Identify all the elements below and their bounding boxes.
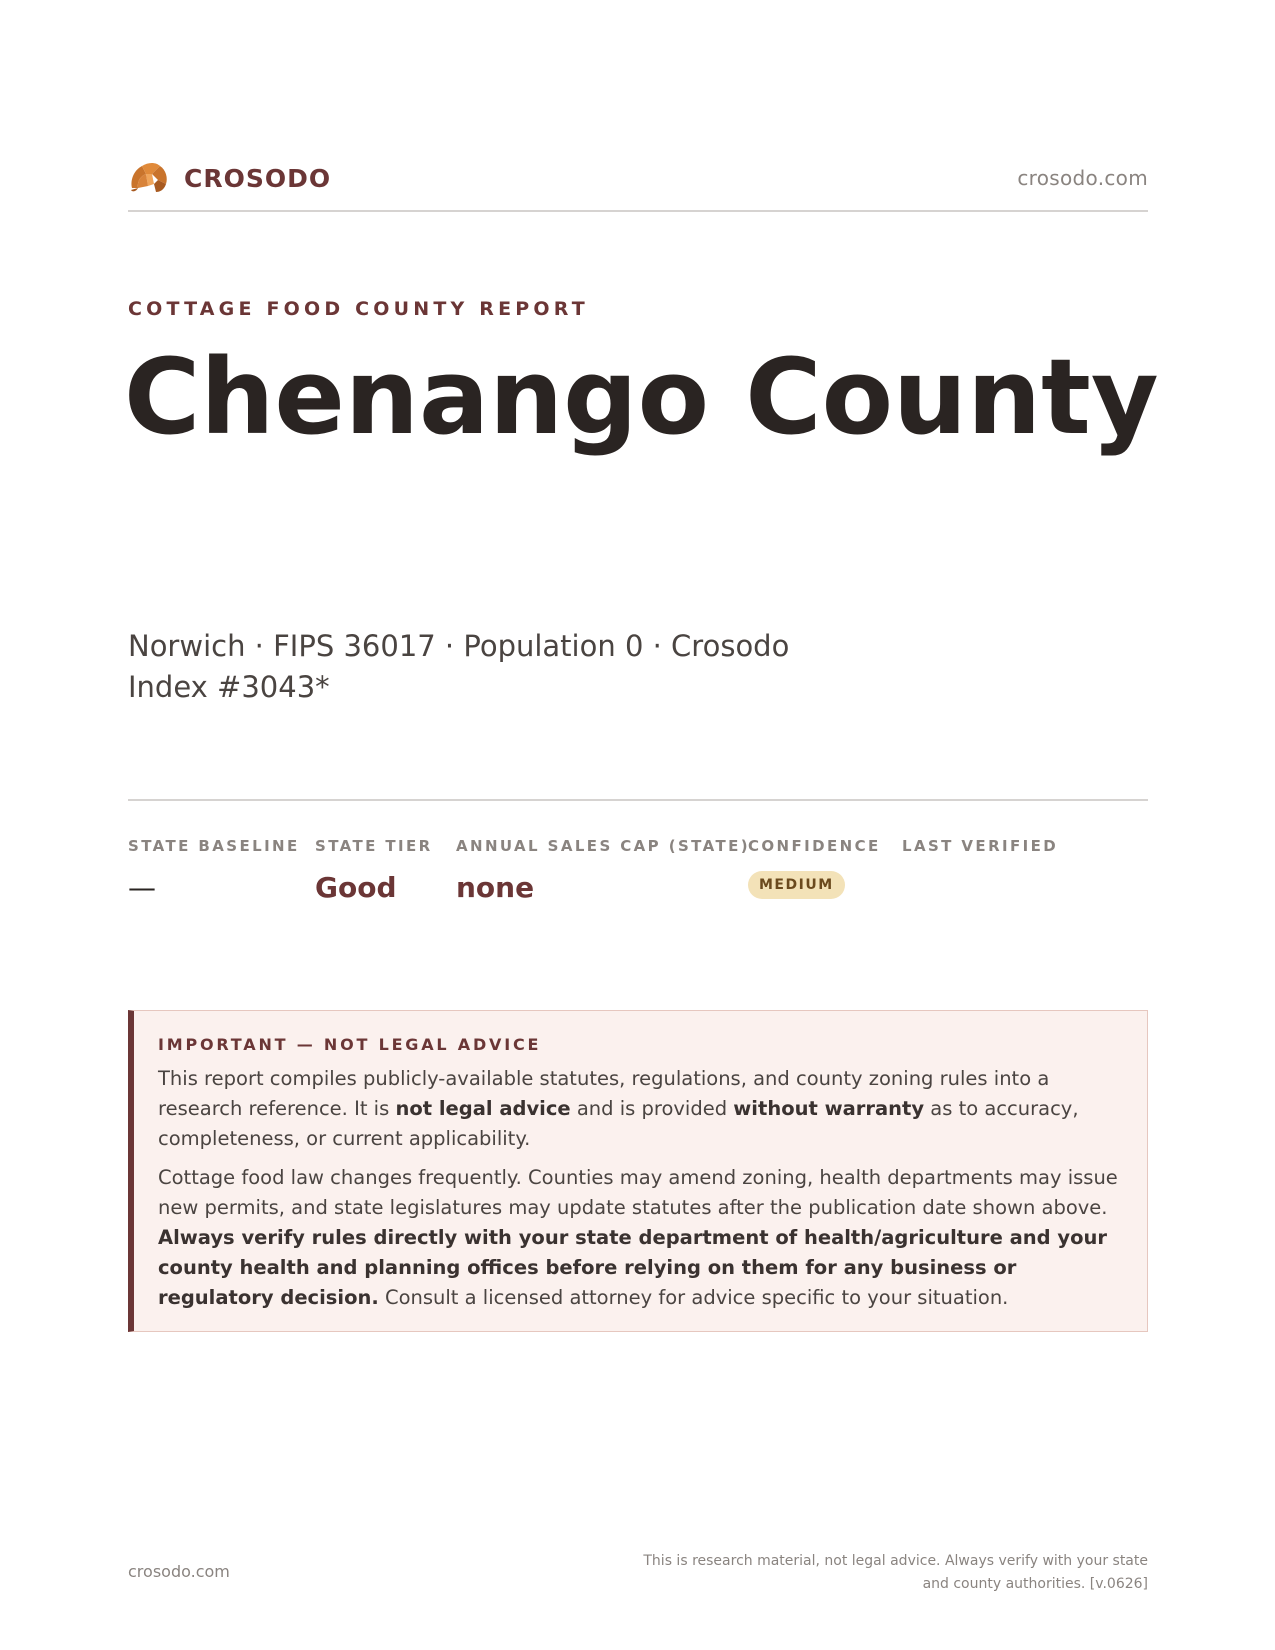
page-header: [128, 158, 1148, 212]
legal-notice: [128, 1010, 1148, 1332]
stat-annual-sales-cap: [456, 837, 750, 904]
notice-emphasis: not legal advice: [395, 1097, 571, 1120]
stat-label: STATE TIER: [315, 837, 433, 855]
footer-disclaimer: This is research material, not legal advice. Always verify with your state and county authorities. [v.0626]: [643, 1553, 1148, 1592]
notice-title: IMPORTANT — NOT LEGAL ADVICE: [158, 1035, 542, 1054]
report-eyebrow: COTTAGE FOOD COUNTY REPORT: [128, 298, 589, 320]
stat-value: none: [456, 871, 535, 904]
notice-text: Consult a licensed attorney for advice specific to your situation.: [378, 1286, 1009, 1309]
notice-paragraph: [158, 1064, 1121, 1154]
stat-last-verified: [902, 837, 1058, 871]
brand-name: CROSODO: [184, 163, 332, 193]
stat-state-baseline: [128, 837, 300, 904]
footer-site-link[interactable]: crosodo.com: [128, 1562, 230, 1581]
croissant-icon: [128, 160, 170, 196]
confidence-badge: MEDIUM: [748, 871, 845, 899]
report-page: [124, 0, 1159, 1650]
notice-emphasis: without warranty: [733, 1097, 925, 1120]
stat-value: Good: [315, 871, 397, 904]
header-site-link[interactable]: crosodo.com: [1017, 166, 1148, 190]
stats-row: [128, 799, 1148, 921]
notice-text: and is provided: [570, 1097, 734, 1120]
brand-logo[interactable]: [128, 160, 331, 196]
notice-text: as to accuracy, completeness, or current applicability.: [158, 1097, 1079, 1150]
notice-paragraph: [158, 1163, 1121, 1313]
stat-state-tier: [315, 837, 433, 904]
notice-text: Cottage food law changes frequently. Counties may amend zoning, health departments may issue new permits, and state legislatures may update statutes after the publication date shown above.: [158, 1166, 1118, 1219]
county-subtitle: Norwich · FIPS 36017 · Population 0 · Crosodo Index #3043*: [128, 629, 790, 704]
stat-label: ANNUAL SALES CAP (STATE): [456, 837, 751, 855]
notice-text: This report compiles publicly-available statutes, regulations, and county zoning rules into a research reference. It is: [158, 1067, 1050, 1120]
county-title: Chenango County: [124, 336, 1159, 458]
stat-label: CONFIDENCE: [748, 837, 881, 855]
stat-confidence: [748, 837, 881, 899]
stat-label: STATE BASELINE: [128, 837, 300, 855]
stat-value: —: [128, 871, 156, 904]
notice-emphasis: Always verify rules directly with your state department of health/agriculture and your county health and planning offices before relying on them for any business or regulatory decision.: [158, 1226, 1108, 1309]
stat-label: LAST VERIFIED: [902, 837, 1059, 855]
